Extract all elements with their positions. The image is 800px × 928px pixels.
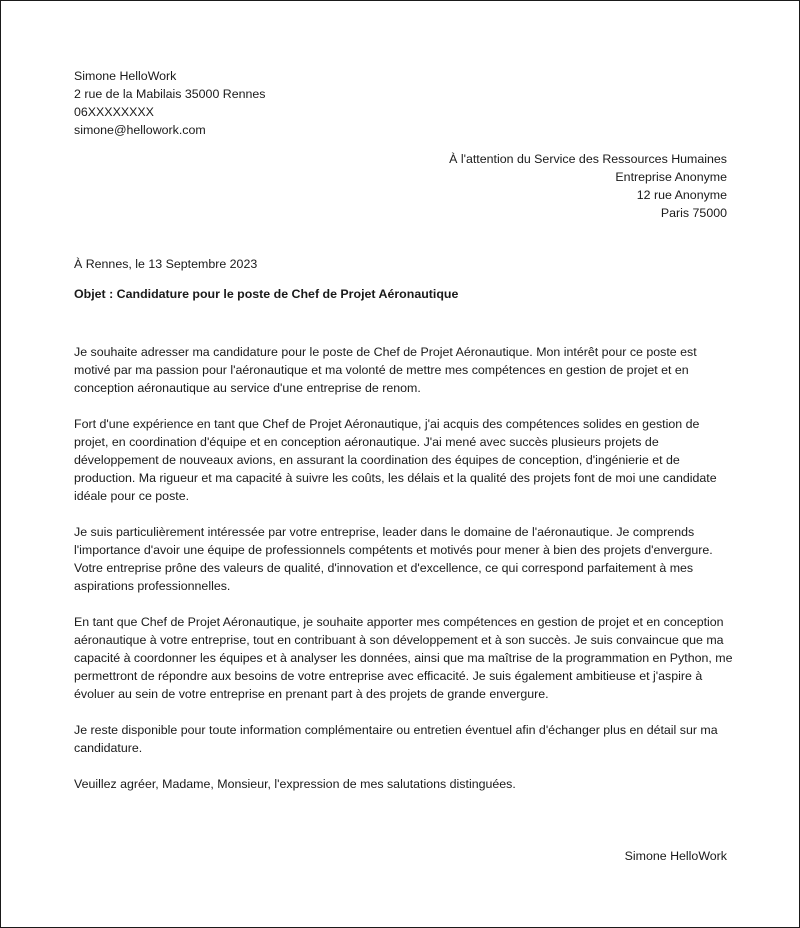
sender-block bbox=[74, 67, 266, 139]
date-line: À Rennes, le 13 Septembre 2023 bbox=[74, 257, 258, 271]
recipient-attention: À l'attention du Service des Ressources Humaines bbox=[449, 152, 727, 166]
body-paragraph: Je souhaite adresser ma candidature pour le poste de Chef de Projet Aéronautique. Mon intérêt pour ce poste est motivé par ma passion pour l'aéronautique et ma volonté de mettre mes compétences en gestion de projet et en conception aéronautique au service d'une entreprise de renom. bbox=[74, 345, 697, 395]
recipient-city: Paris 75000 bbox=[660, 206, 727, 220]
sender-email: simone@hellowork.com bbox=[74, 123, 206, 137]
body-paragraph: Je suis particulièrement intéressée par votre entreprise, leader dans le domaine de l'aéronautique. Je comprends l'importance d'avoir une équipe de professionnels compétents et motivés pour mener à bien des projets d'envergure. Votre entreprise prône des valeurs de qualité, d'innovation et d'excellence, ce qui correspond parfaitement à mes aspirations professionnelles. bbox=[74, 525, 713, 593]
closing-paragraph: Veuillez agréer, Madame, Monsieur, l'expression de mes salutations distinguées. bbox=[74, 777, 516, 791]
recipient-street: 12 rue Anonyme bbox=[636, 188, 727, 202]
subject-line: Objet : Candidature pour le poste de Chef de Projet Aéronautique bbox=[74, 287, 459, 301]
sender-address: 2 rue de la Mabilais 35000 Rennes bbox=[74, 87, 266, 101]
sender-name: Simone HelloWork bbox=[74, 69, 177, 83]
recipient-company: Entreprise Anonyme bbox=[615, 170, 727, 184]
signature: Simone HelloWork bbox=[624, 849, 727, 863]
sender-phone: 06XXXXXXXX bbox=[74, 105, 154, 119]
body-paragraph: Fort d'une expérience en tant que Chef de Projet Aéronautique, j'ai acquis des compétences solides en gestion de projet, en coordination d'équipe et en conception aéronautique. J'ai mené avec succès plusieurs projets de développement de nouveaux avions, en assurant la coordination des équipes de conception, d'ingénierie et de production. Ma rigueur et ma capacité à suivre les coûts, les délais et la qualité des projets font de moi une candidate idéale pour ce poste. bbox=[74, 417, 717, 503]
letter-body bbox=[74, 343, 734, 811]
body-paragraph: En tant que Chef de Projet Aéronautique, je souhaite apporter mes compétences en gestion de projet et en conception aéronautique à votre entreprise, tout en contribuant à son développement et à son succès. Je suis convaincue que ma capacité à coordonner les équipes et à analyser les données, ainsi que ma maîtrise de la programmation en Python, me permettront de répondre aux besoins de votre entreprise avec efficacité. Je suis également ambitieuse et j'aspire à évoluer au sein de votre entreprise en prenant part à des projets de grande envergure. bbox=[74, 615, 733, 701]
recipient-block bbox=[449, 150, 727, 222]
body-paragraph: Je reste disponible pour toute information complémentaire ou entretien éventuel afin d'échanger plus en détail sur ma candidature. bbox=[74, 723, 718, 755]
